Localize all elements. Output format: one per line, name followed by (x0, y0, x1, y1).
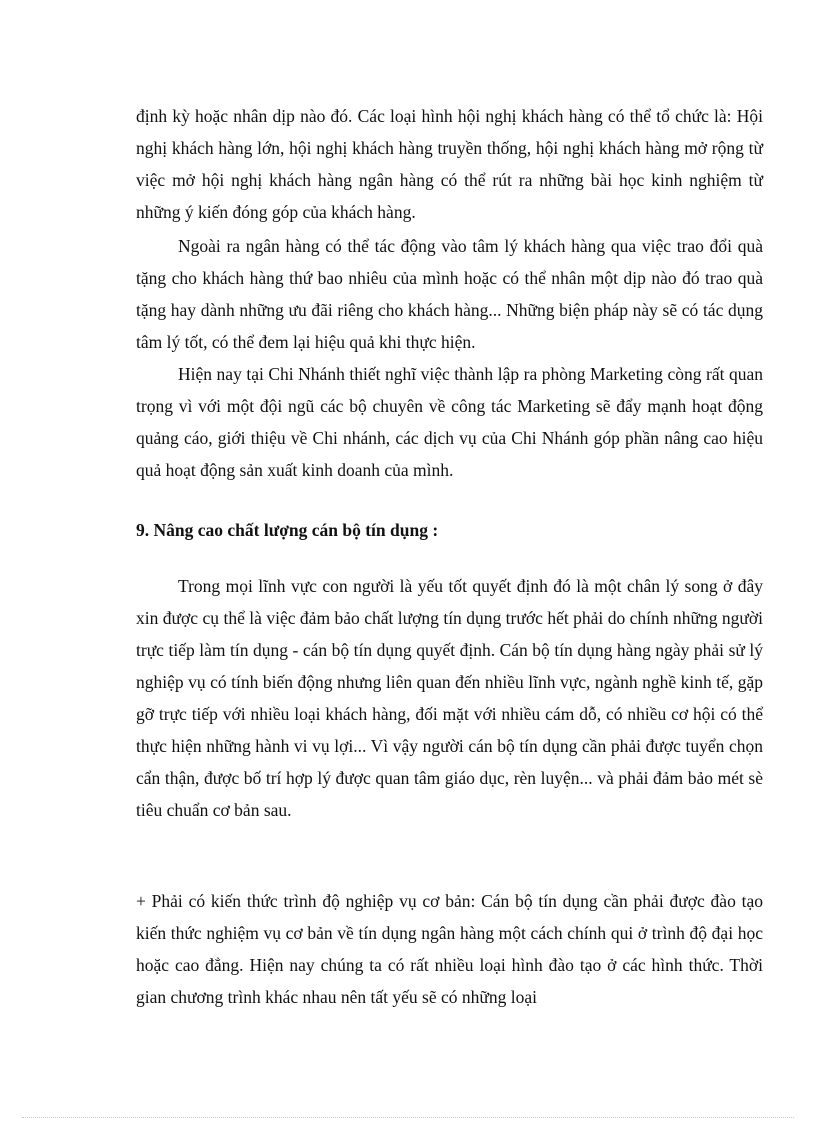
paragraph-continuation: định kỳ hoặc nhân dịp nào đó. Các loại hình hội nghị khách hàng có thể tổ chức là: Hội nghị khách hàng lớn, hội nghị khách hàng truyền thống, hội nghị khách hàng mở rộng từ việc mở hội nghị khách hàng ngân hàng có thể rút ra những bài học kinh nghiệm từ những ý kiến đóng góp của khách hàng. (136, 106, 763, 222)
section-heading: 9. Nâng cao chất lượng cán bộ tín dụng : (136, 520, 439, 540)
paragraph-requirements: + Phải có kiến thức trình độ nghiệp vụ cơ bản: Cán bộ tín dụng cần phải được đào tạo kiến thức nghiệm vụ cơ bản về tín dụng ngân hàng một cách chính qui ở trình độ đại học hoặc cao đẳng. Hiện nay chúng ta có rất nhiều loại hình đào tạo ở các hình thức. Thời gian chương trình khác nhau nên tất yếu sẽ có những loại (136, 891, 763, 1007)
page-bottom-divider (22, 1117, 794, 1118)
paragraph-gifts: Ngoài ra ngân hàng có thể tác động vào tâm lý khách hàng qua việc trao đổi quà tặng cho khách hàng thứ bao nhiêu của mình hoặc có thể nhân một dịp nào đó trao quà tặng hay dành những ưu đãi riêng cho khách hàng... Những biện pháp này sẽ có tác dụng tâm lý tốt, có thể đem lại hiệu quả khi thực hiện. (136, 236, 763, 352)
paragraph-credit-staff: Trong mọi lĩnh vực con người là yếu tốt quyết định đó là một chân lý song ở đây xin được cụ thể là việc đảm bảo chất lượng tín dụng trước hết phải do chính những người trực tiếp làm tín dụng - cán bộ tín dụng quyết định. Cán bộ tín dụng hàng ngày phải sử lý nghiệp vụ có tính biến động nhưng liên quan đến nhiều lĩnh vực, ngành nghề kinh tế, gặp gỡ trực tiếp với nhiều loại khách hàng, đối mặt với nhiều cám dỗ, có nhiều cơ hội có thể thực hiện những hành vi vụ lợi... Vì vậy người cán bộ tín dụng cần phải được tuyển chọn cẩn thận, được bố trí hợp lý được quan tâm giáo dục, rèn luyện... và phải đảm bảo mét sè tiêu chuẩn cơ bản sau. (136, 576, 763, 820)
paragraph-marketing: Hiện nay tại Chi Nhánh thiết nghĩ việc thành lập ra phòng Marketing còng rất quan trọng vì với một đội ngũ các bộ chuyên về công tác Marketing sẽ đẩy mạnh hoạt động quảng cáo, giới thiệu về Chi nhánh, các dịch vụ của Chi Nhánh góp phần nâng cao hiệu quả hoạt động sản xuất kinh doanh của mình. (136, 364, 763, 480)
